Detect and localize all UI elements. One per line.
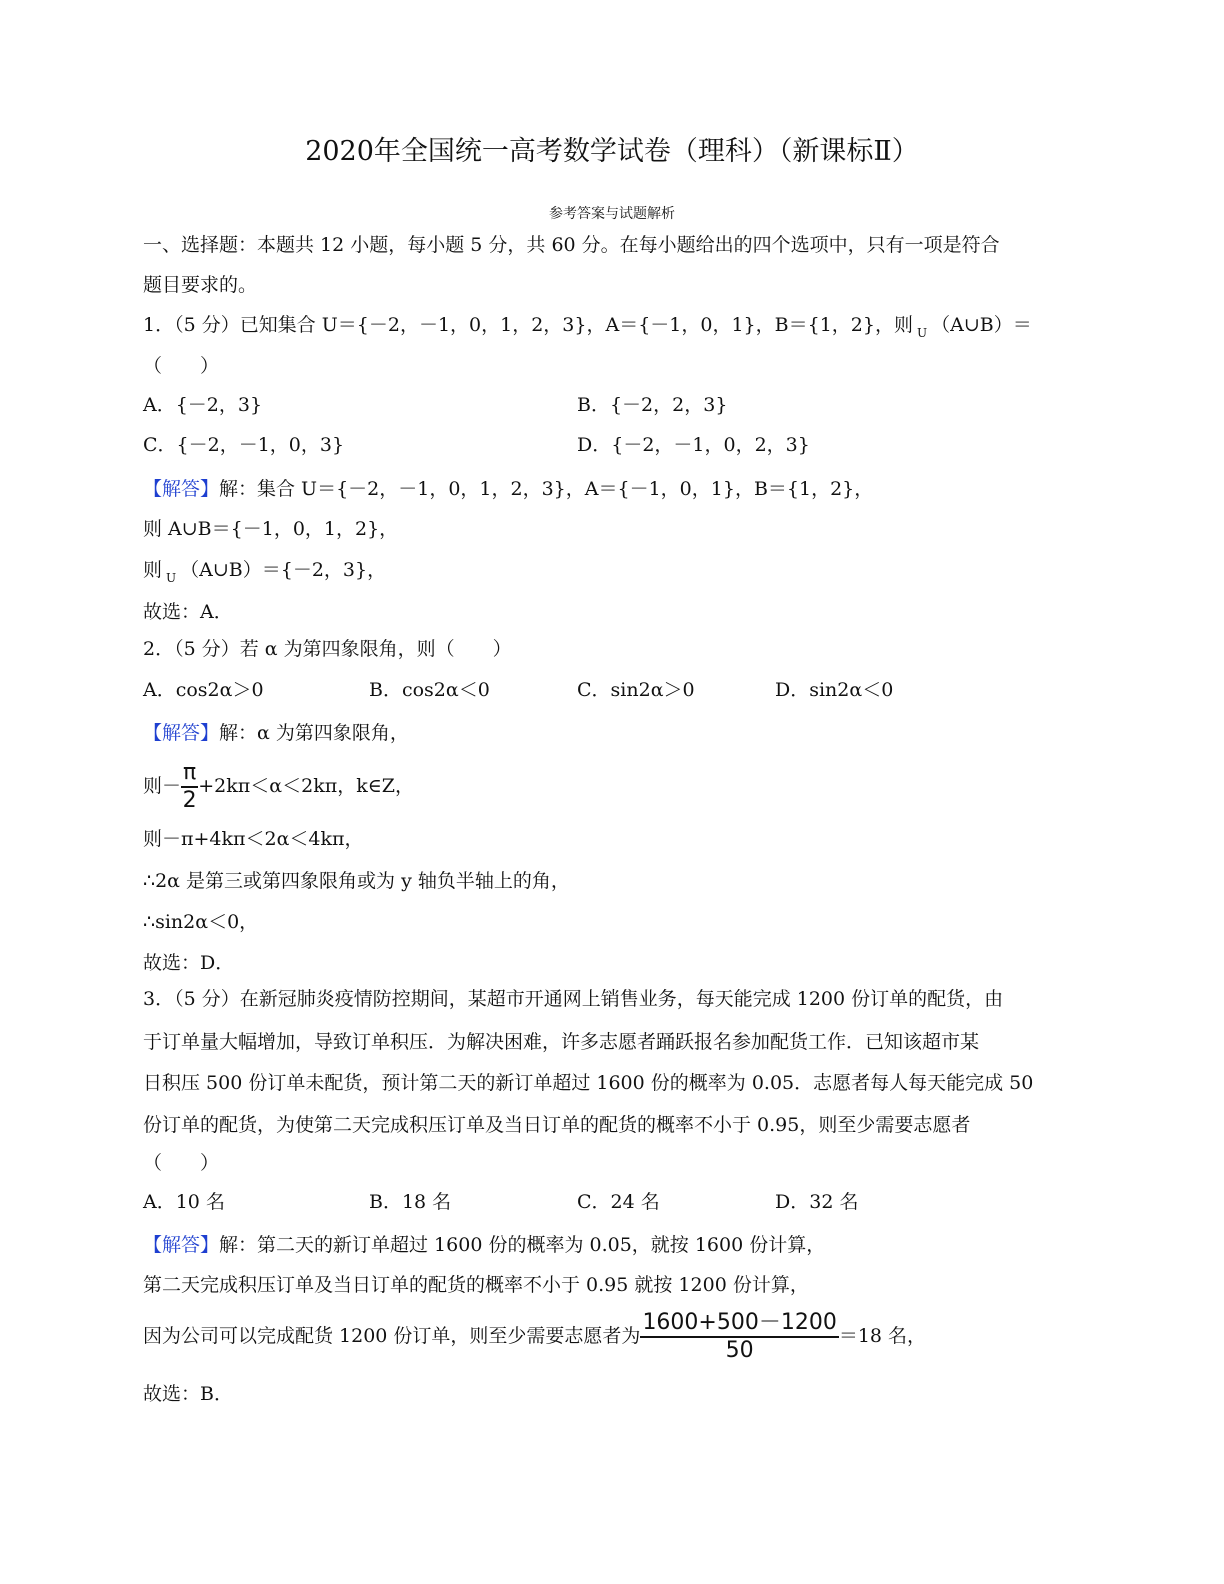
q2-solution-line-3: 则－π+4kπ＜2α＜4kπ，	[143, 828, 364, 850]
q1-option-b: B．{－2，2，3}	[577, 394, 728, 416]
q2-option-a: A．cos2α＞0	[143, 679, 264, 701]
q2-solution-line-4: ∴2α 是第三或第四象限角或为 y 轴负半轴上的角，	[143, 870, 570, 892]
q1-stem-text: 1．（5 分）已知集合 U＝{－2，－1，0，1，2，3}，A＝{－1，0，1}，B＝{1，2}，则	[143, 314, 913, 336]
q2-answer: 故选：D．	[143, 952, 235, 974]
q2-solution-line-1	[143, 721, 409, 745]
q1-stem	[143, 313, 1032, 345]
fraction-denominator: 50	[725, 1338, 754, 1363]
q3-stem-paren: （ ）	[143, 1152, 220, 1174]
q3-solution-text-1: 解：第二天的新订单超过 1600 份的概率为 0.05，就按 1600 份计算，	[219, 1234, 826, 1256]
section-heading-line-2: 题目要求的。	[143, 274, 258, 296]
page-subtitle: 参考答案与试题解析	[549, 206, 675, 222]
q2-solution-text-2a: 则－	[143, 775, 182, 797]
q2-solution-text-2b: +2kπ＜α＜2kπ，k∈Z，	[198, 775, 414, 797]
q3-solution-line-3	[143, 1310, 926, 1362]
q3-stem-line-3: 日积压 500 份订单未配货，预计第二天的新订单超过 1600 份的概率为 0.05．志愿者每人每天能完成 50	[143, 1072, 1034, 1094]
q1-solution-text-3b: （A∪B）＝{－2，3}，	[180, 559, 387, 581]
q3-stem-line-2: 于订单量大幅增加，导致订单积压．为解决困难，许多志愿者踊跃报名参加配货工作．已知该超市某	[143, 1031, 980, 1053]
q3-option-a: A．10 名	[143, 1191, 225, 1213]
pi-over-2-fraction	[181, 761, 198, 813]
section-heading-line-1: 一、选择题：本题共 12 小题，每小题 5 分，共 60 分。在每小题给出的四个选项中，只有一项是符合	[143, 234, 1000, 256]
q1-solution-line-3	[143, 558, 386, 590]
fraction-denominator: 2	[182, 788, 197, 813]
q2-stem: 2．（5 分）若 α 为第四象限角，则（ ）	[143, 638, 512, 660]
q2-solution-line-2	[143, 760, 414, 812]
q3-option-d: D．32 名	[775, 1191, 859, 1213]
q1-stem-paren: （ ）	[143, 355, 220, 377]
q1-solution-tag: 【解答】	[143, 478, 220, 500]
fraction-numerator: π	[181, 761, 198, 788]
q2-option-c: C．sin2α＞0	[577, 679, 695, 701]
q2-solution-line-5: ∴sin2α＜0，	[143, 911, 259, 933]
volunteer-count-fraction	[640, 1311, 838, 1363]
q3-answer: 故选：B．	[143, 1383, 233, 1405]
q3-solution-text-3a: 因为公司可以完成配货 1200 份订单，则至少需要志愿者为	[143, 1325, 641, 1347]
q1-solution-text-3a: 则	[143, 559, 163, 581]
q3-option-c: C．24 名	[577, 1191, 660, 1213]
q3-solution-text-3b: ＝18 名，	[838, 1325, 927, 1347]
q1-solution-line-1	[143, 477, 873, 501]
q1-solution-text-1: 解：集合 U＝{－2，－1，0，1，2，3}，A＝{－1，0，1}，B＝{1，2}，	[219, 478, 874, 500]
q1-stem-tail: （A∪B）＝	[931, 314, 1032, 336]
q2-solution-tag: 【解答】	[143, 722, 220, 744]
q1-option-c: C．{－2，－1，0，3}	[143, 434, 345, 456]
q2-option-d: D．sin2α＜0	[775, 679, 894, 701]
page-title: 2020年全国统一高考数学试卷（理科）（新课标Ⅱ）	[305, 136, 919, 167]
q3-stem-line-1: 3．（5 分）在新冠肺炎疫情防控期间，某超市开通网上销售业务，每天能完成 1200 份订单的配货，由	[143, 988, 1004, 1010]
q1-complement-subscript: U	[916, 326, 928, 340]
q1-answer: 故选：A．	[143, 601, 233, 623]
q1-solution-subscript: U	[166, 571, 177, 585]
q2-solution-text-1: 解：α 为第四象限角，	[219, 722, 409, 744]
q2-option-b: B．cos2α＜0	[369, 679, 490, 701]
q1-option-d: D．{－2，－1，0，2，3}	[577, 434, 810, 456]
fraction-numerator: 1600+500－1200	[640, 1311, 838, 1338]
q3-solution-line-2: 第二天完成积压订单及当日订单的配货的概率不小于 0.95 就按 1200 份计算，	[143, 1274, 809, 1296]
q1-solution-line-2: 则 A∪B＝{－1，0，1，2}，	[143, 518, 399, 540]
q1-option-a: A．{－2，3}	[143, 394, 263, 416]
q3-solution-line-1	[143, 1233, 825, 1257]
q3-stem-line-4: 份订单的配货，为使第二天完成积压订单及当日订单的配货的概率不小于 0.95，则至少需要志愿者	[143, 1114, 971, 1136]
q3-option-b: B．18 名	[369, 1191, 452, 1213]
q3-solution-tag: 【解答】	[143, 1234, 220, 1256]
